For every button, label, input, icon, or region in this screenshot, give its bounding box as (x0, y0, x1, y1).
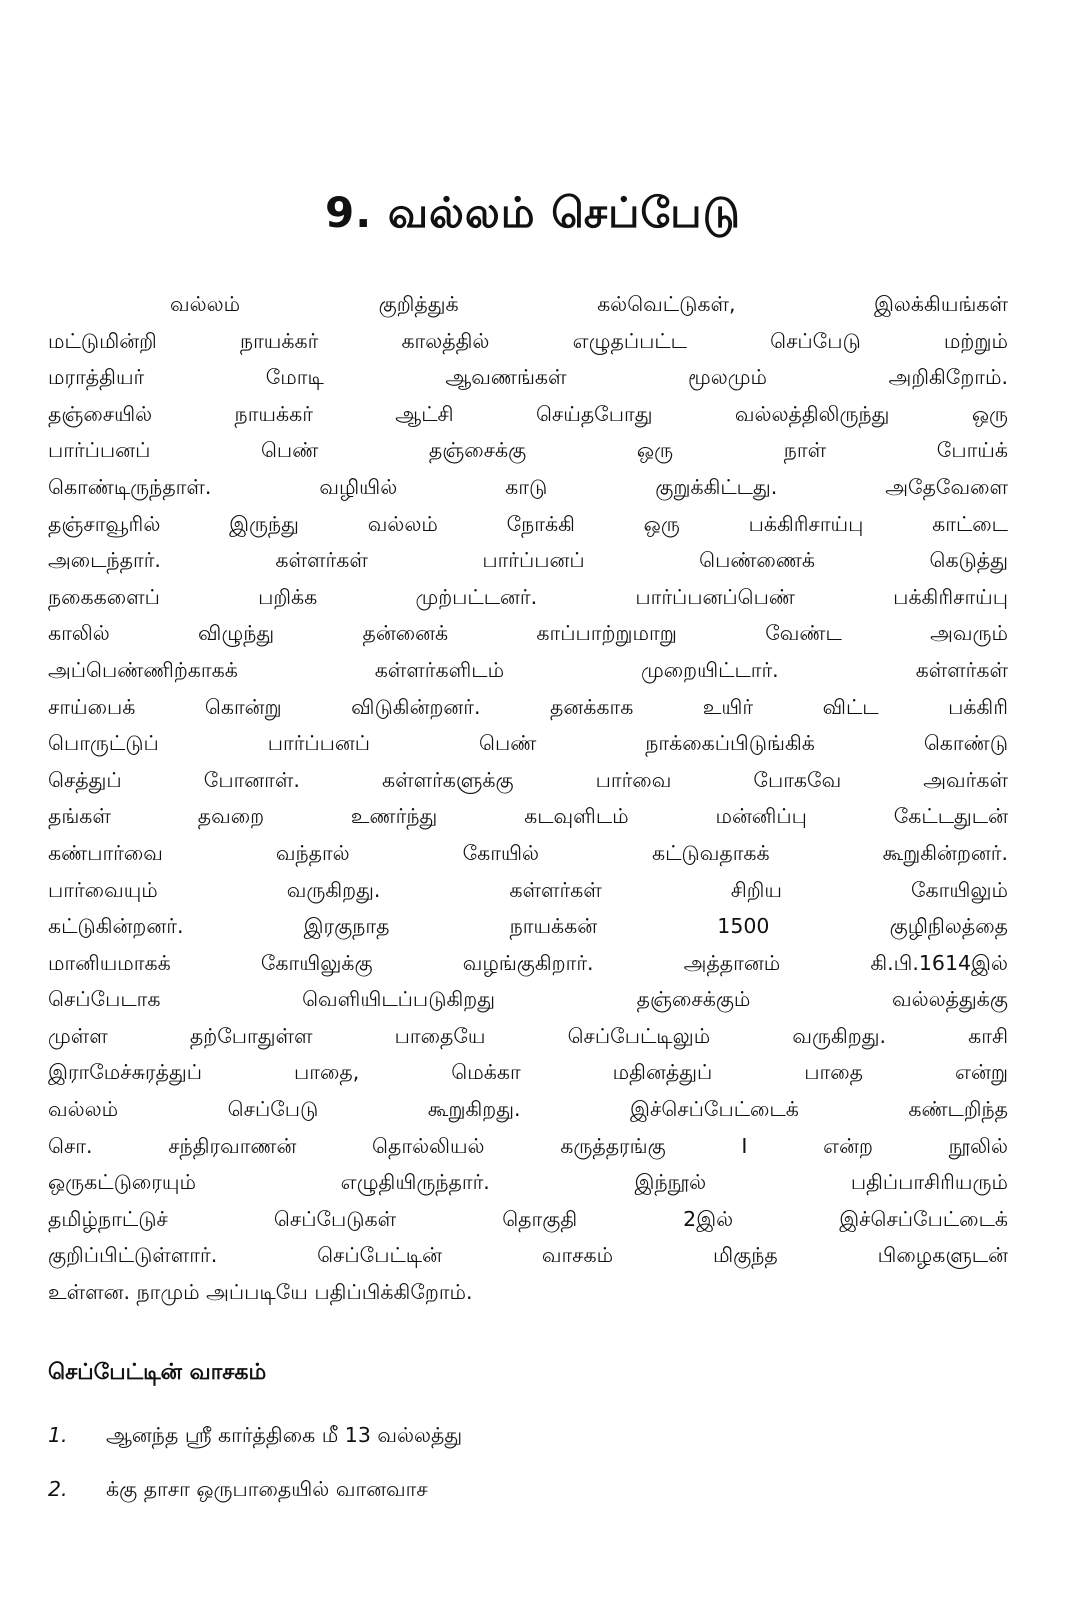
section-subheading: செப்பேட்டின் வாசகம் (48, 1360, 267, 1385)
paragraph-line: ஒருகட்டுரையும் எழுதியிருந்தார். இந்நூல் பதிப்பாசிரியரும் (48, 1170, 1008, 1195)
paragraph-line: தமிழ்நாட்டுச் செப்பேடுகள் தொகுதி 2இல் இச்செப்பேட்டைக் (48, 1206, 1008, 1231)
body-paragraph (48, 286, 1008, 1311)
paragraph-line: செப்பேடாக வெளியிடப்படுகிறது தஞ்சைக்கும் வல்லத்துக்கு (48, 987, 1008, 1012)
paragraph-line: நகைகளைப் பறிக்க முற்பட்டனர். பார்ப்பனப்பெண் பக்கிரிசாய்பு (48, 584, 1008, 609)
paragraph-line: வல்லம் செப்பேடு கூறுகிறது. இச்செப்பேட்டைக் கண்டறிந்த (48, 1097, 1008, 1122)
chapter-title: 9. வல்லம் செப்பேடு (325, 188, 741, 237)
paragraph-line: தஞ்சாவூரில் இருந்து வல்லம் நோக்கி ஒரு பக்கிரிசாய்பு காட்டை (48, 511, 1008, 536)
paragraph-line: கொண்டிருந்தாள். வழியில் காடு குறுக்கிட்டது. அதேவேளை (48, 474, 1008, 499)
paragraph-line: தஞ்சையில் நாயக்கர் ஆட்சி செய்தபோது வல்லத்திலிருந்து ஒரு (48, 401, 1008, 426)
paragraph-line: பொருட்டுப் பார்ப்பனப் பெண் நாக்கைப்பிடுங்கிக் கொண்டு (48, 731, 1008, 756)
verse-number: 1. (48, 1423, 68, 1447)
verse-line (48, 1408, 948, 1462)
paragraph-line: தங்கள் தவறை உணர்ந்து கடவுளிடம் மன்னிப்பு கேட்டதுடன் (48, 804, 1008, 829)
verse-number: 2. (48, 1477, 68, 1501)
paragraph-line: மானியமாகக் கோயிலுக்கு வழங்குகிறார். அத்தானம் கி.பி.1614இல் (48, 950, 1008, 975)
verse-text: க்கு தாசா ஒருபாதையில் வானவாச (106, 1477, 428, 1501)
paragraph-line: அப்பெண்ணிற்காகக் கள்ளர்களிடம் முறையிட்டார். கள்ளர்கள் (48, 657, 1008, 682)
paragraph-line: இராமேச்சுரத்துப் பாதை, மெக்கா மதினத்துப் பாதை என்று (48, 1060, 1008, 1085)
paragraph-line: கட்டுகின்றனர். இரகுநாத நாயக்கன் 1500 குழிநிலத்தை (48, 914, 1008, 939)
verse-text: ஆனந்த ஸ்ரீ கார்த்திகை மீ 13 வல்லத்து (106, 1423, 463, 1447)
paragraph-line: குறிப்பிட்டுள்ளார். செப்பேட்டின் வாசகம் மிகுந்த பிழைகளுடன் (48, 1243, 1008, 1268)
paragraph-line: மட்டுமின்றி நாயக்கர் காலத்தில் எழுதப்பட்ட செப்பேடு மற்றும் (48, 328, 1008, 353)
paragraph-line: சொ. சந்திரவாணன் தொல்லியல் கருத்தரங்கு I என்ற நூலில் (48, 1133, 1008, 1158)
paragraph-line: மராத்தியர் மோடி ஆவணங்கள் மூலமும் அறிகிறோம். (48, 365, 1008, 390)
paragraph-line: கண்பார்வை வந்தால் கோயில் கட்டுவதாகக் கூறுகின்றனர். (48, 840, 1008, 865)
paragraph-line: செத்துப் போனாள். கள்ளர்களுக்கு பார்வை போகவே அவர்கள் (48, 767, 1008, 792)
paragraph-line: அடைந்தார். கள்ளர்கள் பார்ப்பனப் பெண்ணைக் கெடுத்து (48, 548, 1008, 573)
paragraph-line: உள்ளன. நாமும் அப்படியே பதிப்பிக்கிறோம். (48, 1280, 473, 1305)
paragraph-line: வல்லம் குறித்துக் கல்வெட்டுகள், இலக்கியங்கள் (170, 292, 1008, 316)
paragraph-line: சாய்பைக் கொன்று விடுகின்றனர். தனக்காக உயிர் விட்ட பக்கிரி (48, 694, 1008, 719)
paragraph-line: காலில் விழுந்து தன்னைக் காப்பாற்றுமாறு வேண்ட அவரும் (48, 621, 1008, 646)
verse-line (48, 1462, 948, 1516)
paragraph-line: முள்ள தற்போதுள்ள பாதையே செப்பேட்டிலும் வருகிறது. காசி (48, 1023, 1008, 1048)
inscription-verse-list (48, 1408, 948, 1516)
paragraph-line: பார்ப்பனப் பெண் தஞ்சைக்கு ஒரு நாள் போய்க் (48, 438, 1008, 463)
paragraph-line: பார்வையும் வருகிறது. கள்ளர்கள் சிறிய கோயிலும் (48, 877, 1008, 902)
